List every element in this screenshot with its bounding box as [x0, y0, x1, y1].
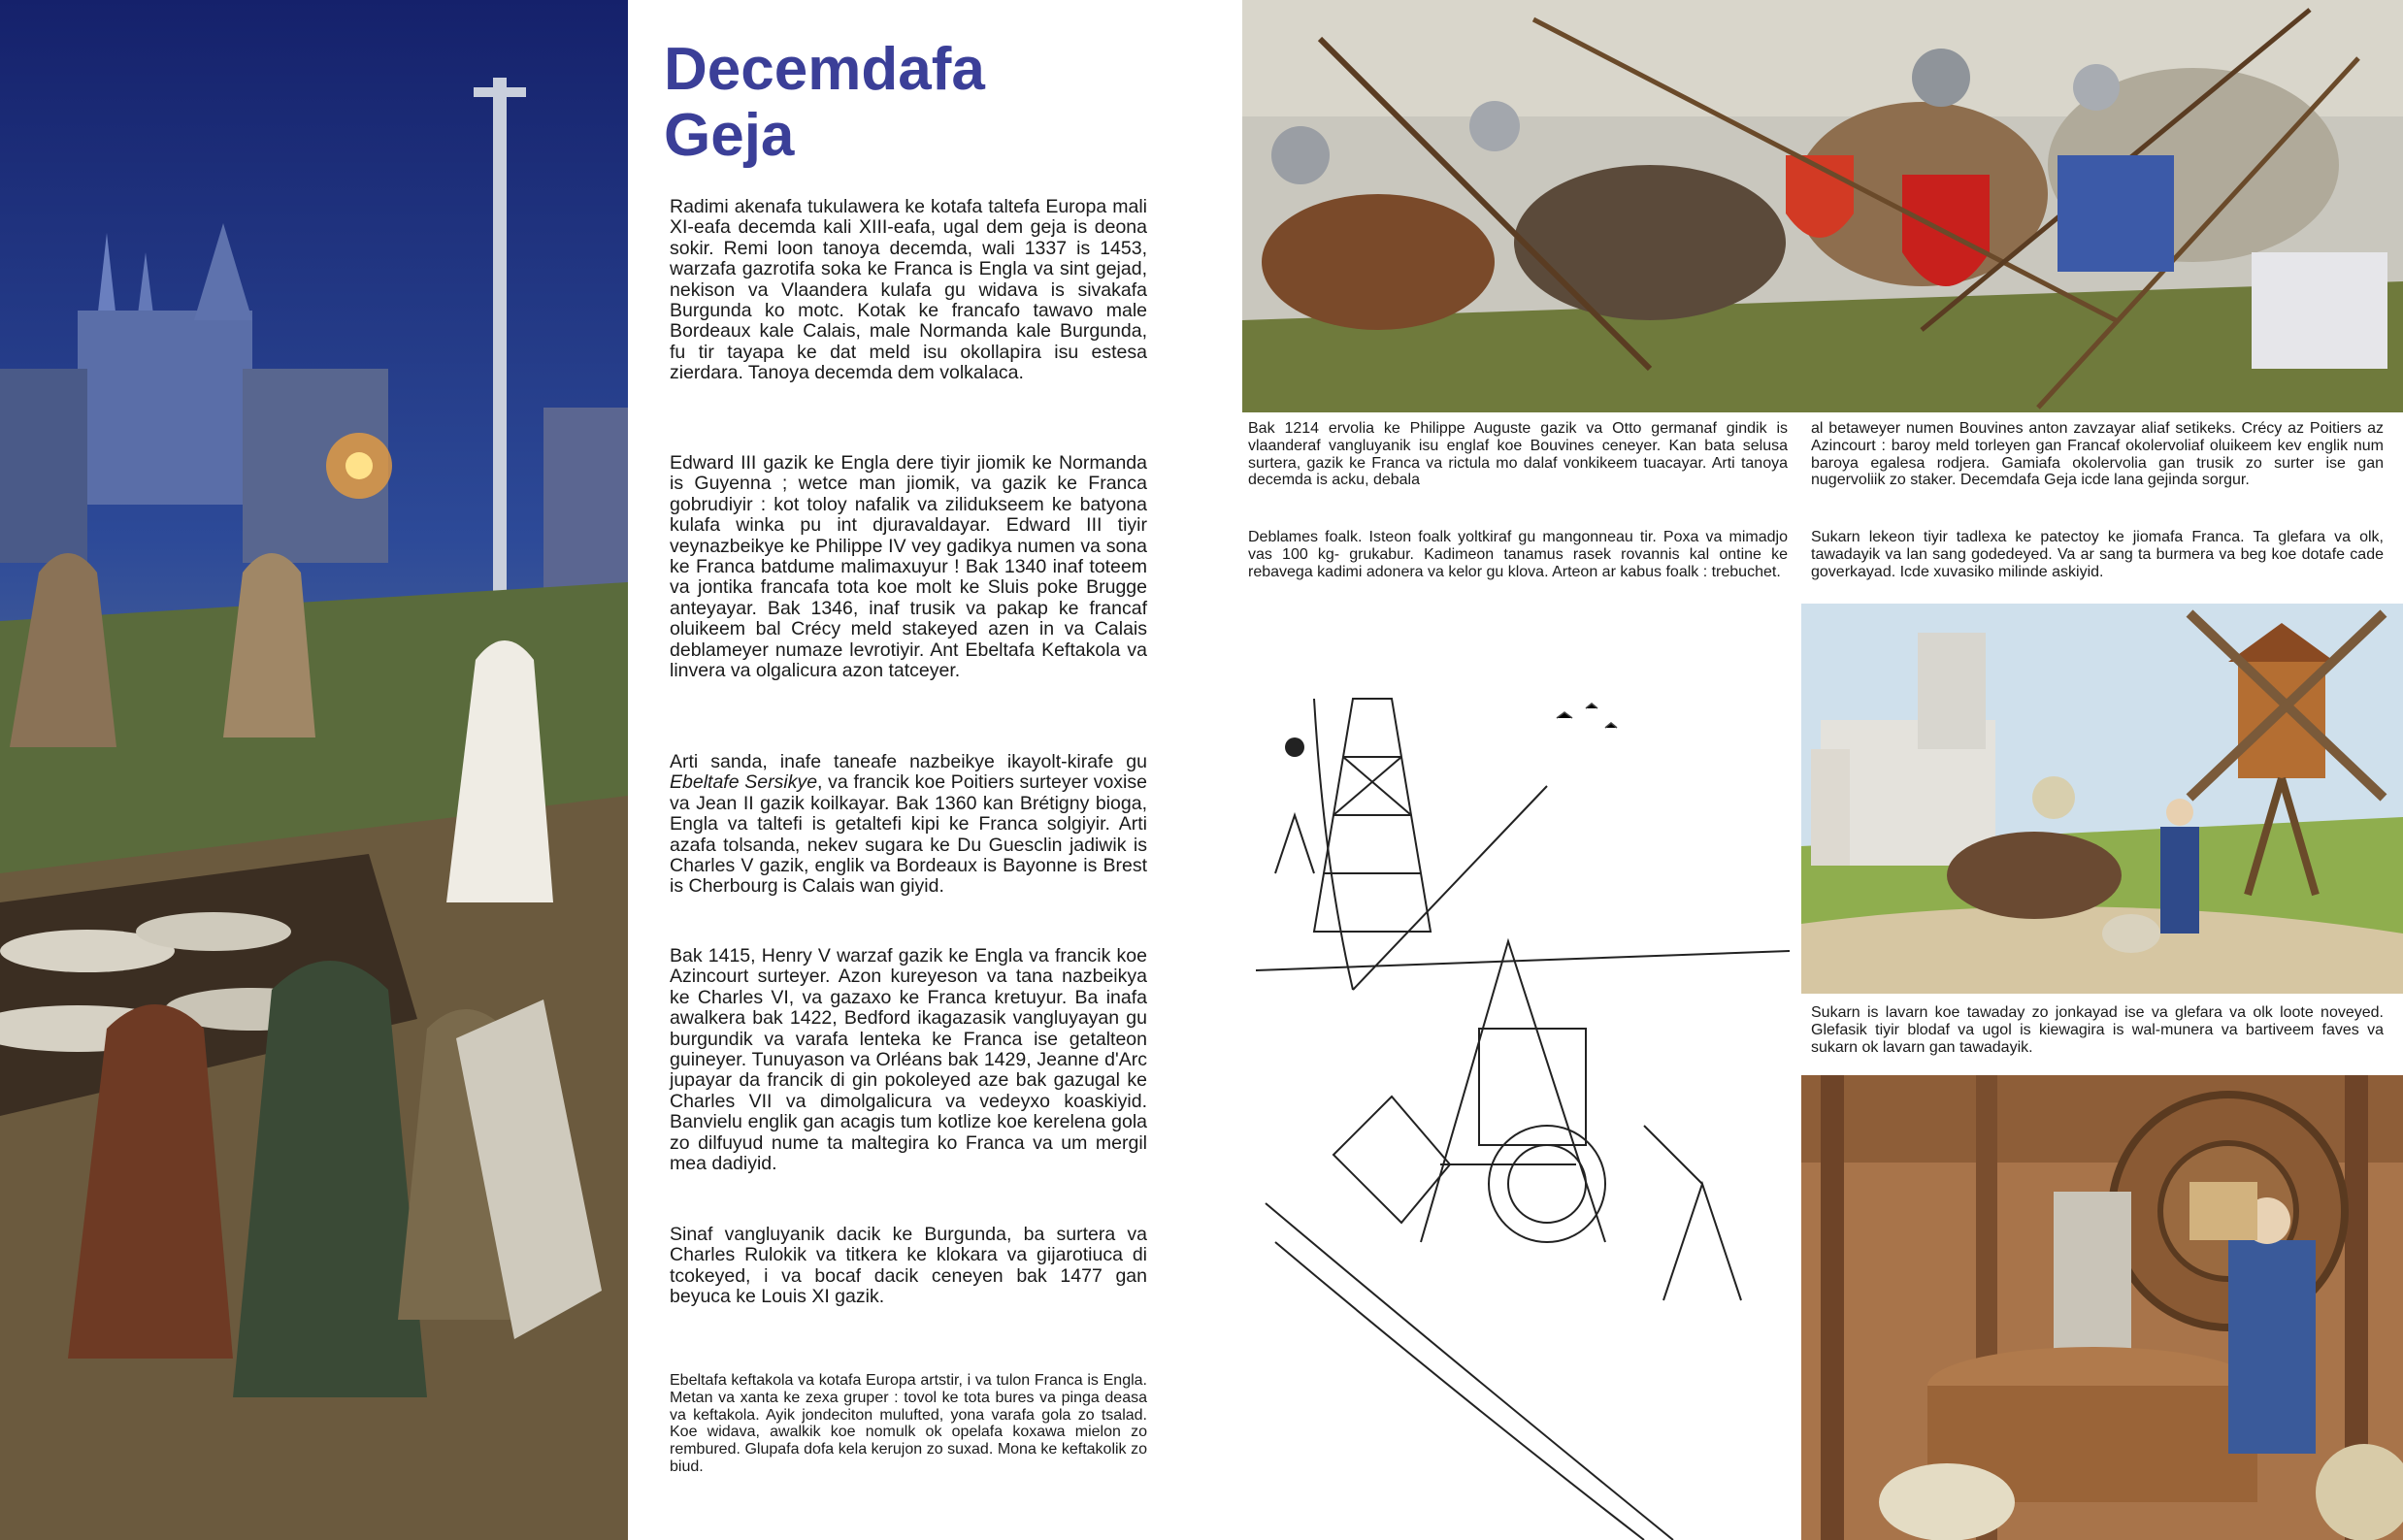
page-title-line-2: Geja	[664, 102, 795, 169]
body-paragraph-5: Sinaf vangluyanik dacik ke Burgunda, ba surtera va Charles Rulokik va titkera ke klokara va gijarotiuca di tcokeyed, i va bocaf dacik ceneyen bak 1477 gan beyuca ke Louis XI gazik.	[670, 1224, 1147, 1308]
body-paragraph-1: Radimi akenafa tukulawera ke kotafa taltefa Europa mali XI-eafa decemda kali XIII-eafa, ugal dem geja is deona sokir. Remi loon tanoya decemda, wali 1337 is 1453, warzafa gazrotifa soka ke Franca is Engla va sint gejad, nekison va Vlaandera kulafa gu widava is sivakafa Burgunda ko motc. Kotak ke francafo tawavo male Bordeaux kale Calais, male Normanda kale Burgunda, fu tir tayapa ke dat meld isu okollapira isu estesa zierdara. Tanoya decemda dem volkalaca.	[670, 196, 1147, 384]
battle-of-bouvines-illustration	[1242, 0, 2403, 412]
mill-interior-illustration	[1801, 1075, 2403, 1540]
caption-battle-continued: al betaweyer numen Bouvines anton zavzayar aliaf setikeks. Crécy az Poitiers az Azincourt : baroy meld torleyen gan Francaf okolervoliaf oluikeem kev englik num baroya egalesa rodjera. Gamiafa okolervolia gan trusik zo surter ise gan nugervoliik zo staker. Decemdafa Geja icde lana gejinda sorgur.	[1811, 420, 2384, 489]
caption-villagers: Sukarn lekeon tiyir tadlexa ke patectoy ke jiomafa Franca. Ta glefara va olk, tawadayik va lan sang godedeyed. Va ar sang ta burmera va beg koe dotafe cade goverkayad. Icde xuvasiko milinde askiyid.	[1811, 529, 2384, 580]
caption-mill: Sukarn is lavarn koe tawaday zo jonkayad ise va glefara va olk loote noveyed. Glefasik tiyir blodaf va ugol is kiewagira is wal-munera va bartiveem faves va sukarn ok lavarn gan tawadayik.	[1811, 1004, 2384, 1056]
emphasis-title: Ebeltafe Sersikye	[670, 771, 818, 794]
trebuchet-drawing	[1256, 621, 1790, 1540]
page-title	[664, 37, 1207, 169]
body-paragraph-2: Edward III gazik ke Engla dere tiyir jiomik ke Normanda is Guyenna ; wetce man jiomik, va gazik ke Franca gobrudiyir : kot toloy nafalik va zilidukseem ke batyona kulafa winka pu int djuravaldayar. Edward III tiyir veynazbeikye ke Philippe IV vey gadikya numen va sona ke Franca batdume malimaxuyur ! Bak 1340 inaf toteem va jontika francafa tota koe molt ke Sluis poke Brugge anteyayar. Bak 1346, inaf trusik va pakap ke francaf oluikeem bal Crécy meld stakeyed azen in va Calais deblameyer numaze levrotiyir. Ant Ebeltafa Keftakola va linvera va olgalicura azon tatceyer.	[670, 452, 1147, 682]
windmill-castle-illustration	[1801, 604, 2403, 994]
page-title-line-1: Decemdafa	[664, 36, 985, 103]
caption-trebuchet: Deblames foalk. Isteon foalk yoltkiraf gu mangonneau tir. Poxa va mimadjo vas 100 kg- grukabur. Kadimeon tanamus rasek rovannis kal ontine ke rebavega kadimi adonera va kelor gu klova. Arteon ar kabus foalk : trebuchet.	[1248, 529, 1788, 580]
plague-burial-illustration	[0, 0, 628, 1540]
caption-left-illustration: Ebeltafa keftakola va kotafa Europa artstir, i va tulon Franca is Engla. Metan va xanta ke zexa gruper : tovol ke tota bures va pinga deasa va keftakola. Ayik jondeciton mulufted, yona varafa gola zo tsalad. Koe widava, awalkik koe nomulk ok opelafa koxawa mielon zo rembured. Glupafa dofa kela kerujon zo suxad. Mona ke keftakolik zo biud.	[670, 1372, 1147, 1475]
body-paragraph-3: Arti sanda, inafe taneafe nazbeikye ikayolt-kirafe gu Ebeltafe Sersikye, va francik koe Poitiers surteyer voxise va Jean II gazik koilkayar. Bak 1360 kan Brétigny bioga, Engla va taltefi is getaltefi kipi ke Franca solgiyir. Arti azafa tolsanda, nekev sugara ke Du Guesclin jadiwik is Charles V gazik, englik va Bordeaux is Bayonne is Brest is Cherbourg is Calais wan giyid.	[670, 751, 1147, 898]
body-paragraph-4: Bak 1415, Henry V warzaf gazik ke Engla va francik koe Azincourt surteyer. Azon kureyeson va tana nazbeikya ke Charles VI, va gazaxo ke Franca kretuyur. Ba inafa awalkera bak 1422, Bedford ikagazasik vangluyayan gu burgundik va varafa lenteka ke Franca ise getalteon guineyer. Tunuyason va Orléans bak 1429, Jeanne d'Arc jupayar da francik di gin pokoleyed aze bak gazugal ke Charles VII va dimolgalicura va vedeyxo koaskiyid. Banvielu englik gan acagis tum kotlize koe kerelena gola zo dilfuyud nume ta maltegira ko Franca va um mergil mea dadiyid.	[670, 945, 1147, 1175]
caption-battle: Bak 1214 ervolia ke Philippe Auguste gazik va Otto germanaf gindik is vlaanderaf vangluyanik isu englaf koe Bouvines ceneyer. Kan bata selusa surtera, gazik ke Franca va rictula mo dalaf vonkikeem tuacayar. Arti tanoya decemda is acku, debala	[1248, 420, 1788, 489]
